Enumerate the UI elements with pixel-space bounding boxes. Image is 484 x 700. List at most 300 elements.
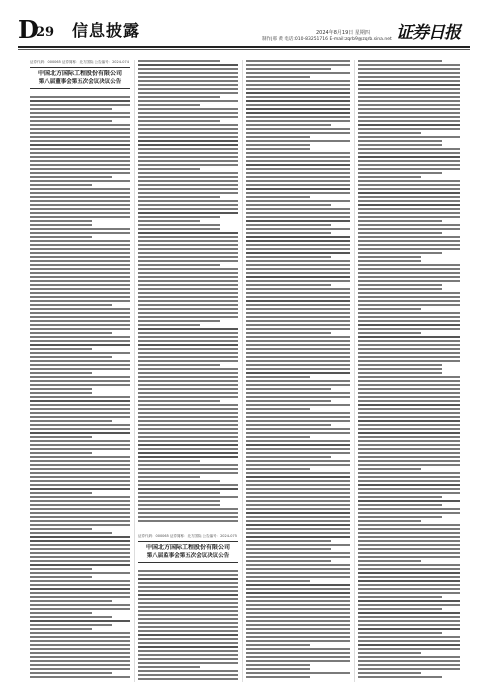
body-text-line — [138, 160, 238, 162]
body-text-line — [246, 576, 350, 578]
body-text-line — [358, 496, 442, 498]
body-text-line — [138, 184, 238, 186]
body-text-line — [358, 160, 460, 162]
body-text-line — [138, 642, 238, 644]
body-text-line — [246, 416, 350, 418]
body-text-line — [138, 80, 238, 82]
body-text-line — [138, 200, 238, 202]
body-text-line — [358, 484, 460, 486]
body-text-line — [30, 112, 130, 114]
body-text-line — [138, 674, 238, 676]
body-text-line — [358, 352, 460, 354]
body-text-line — [358, 312, 460, 314]
body-text-line — [30, 96, 130, 98]
body-text-line — [358, 332, 421, 334]
body-text-line — [358, 624, 460, 626]
body-text-line — [358, 596, 442, 598]
body-text-line — [358, 656, 460, 658]
body-text-line — [246, 136, 310, 138]
body-text-line — [246, 384, 350, 386]
body-text-line — [138, 658, 238, 660]
body-text-line — [358, 104, 460, 106]
body-text-line — [246, 348, 350, 350]
body-text-line — [358, 140, 442, 142]
body-text-line — [138, 388, 238, 390]
body-text-line — [246, 644, 310, 646]
body-text-line — [30, 400, 130, 402]
body-text-line — [246, 536, 350, 538]
notice-rule — [138, 541, 238, 542]
body-text-line — [30, 412, 130, 414]
body-text-line — [246, 184, 350, 186]
body-text-line — [138, 380, 238, 382]
body-text-line — [358, 204, 460, 206]
body-text-line — [358, 176, 421, 178]
body-text-line — [358, 300, 460, 302]
body-text-line — [246, 88, 350, 90]
body-text-line — [138, 424, 238, 426]
body-text-line — [358, 272, 460, 274]
body-text-line — [358, 552, 460, 554]
body-text-line — [30, 408, 130, 410]
body-text-line — [30, 136, 130, 138]
body-text-line — [30, 268, 130, 270]
body-text-line — [246, 504, 350, 506]
body-text-line — [30, 320, 130, 322]
body-text-line — [358, 512, 460, 514]
body-text-line — [246, 300, 350, 302]
body-text-line — [30, 144, 130, 146]
body-text-line — [246, 648, 350, 650]
body-text-line — [138, 436, 238, 438]
body-text-line — [138, 340, 238, 342]
body-text-line — [138, 236, 238, 238]
body-text-line — [358, 524, 460, 526]
body-text-line — [138, 356, 238, 358]
body-text-line — [30, 496, 130, 498]
body-text-line — [138, 492, 220, 494]
body-text-line — [138, 650, 238, 652]
body-text-line — [138, 614, 238, 616]
body-text-line — [138, 602, 238, 604]
body-text-line — [358, 232, 442, 234]
body-text-line — [30, 192, 130, 194]
body-text-line — [138, 496, 238, 498]
body-text-line — [30, 356, 112, 358]
body-text-line — [358, 648, 460, 650]
body-text-line — [30, 532, 112, 534]
text-column-1 — [30, 60, 130, 682]
body-text-line — [138, 336, 238, 338]
body-text-line — [246, 552, 350, 554]
body-text-line — [246, 308, 350, 310]
body-text-line — [358, 492, 460, 494]
body-text-line — [30, 580, 130, 582]
body-text-line — [30, 644, 130, 646]
body-text-line — [246, 228, 350, 230]
body-text-line — [138, 132, 238, 134]
body-text-line — [358, 604, 460, 606]
body-text-line — [30, 284, 130, 286]
body-text-line — [30, 420, 112, 422]
body-text-line — [246, 204, 331, 206]
body-text-line — [246, 604, 350, 606]
body-text-line — [138, 574, 238, 576]
body-text-line — [30, 424, 130, 426]
body-text-line — [358, 668, 460, 670]
body-text-line — [246, 428, 350, 430]
body-text-line — [138, 136, 238, 138]
body-text-line — [30, 120, 112, 122]
body-text-line — [246, 484, 350, 486]
body-text-line — [138, 72, 238, 74]
body-text-line — [138, 646, 238, 648]
body-text-line — [30, 476, 130, 478]
body-text-line — [358, 468, 421, 470]
body-text-line — [246, 96, 350, 98]
body-text-line — [30, 176, 112, 178]
body-text-line — [358, 220, 442, 222]
body-text-line — [246, 344, 350, 346]
body-text-line — [138, 412, 238, 414]
body-text-line — [138, 484, 238, 486]
body-text-line — [138, 618, 238, 620]
body-text-line — [30, 604, 130, 606]
body-text-line — [30, 492, 92, 494]
body-text-line — [30, 148, 130, 150]
masthead-logo: 证券日报 — [396, 23, 460, 43]
body-text-line — [30, 656, 130, 658]
body-text-line — [246, 244, 350, 246]
body-text-line — [358, 88, 460, 90]
body-text-line — [246, 656, 350, 658]
body-text-line — [30, 472, 130, 474]
body-text-line — [358, 408, 460, 410]
body-text-line — [358, 392, 460, 394]
body-text-line — [246, 672, 350, 674]
body-text-line — [138, 452, 238, 454]
body-text-line — [246, 132, 350, 134]
section-title: 信息披露 — [72, 21, 141, 40]
body-text-line — [358, 320, 460, 322]
body-text-line — [246, 240, 350, 242]
body-text-line — [246, 356, 350, 358]
body-text-line — [30, 104, 130, 106]
notice-rule — [30, 67, 130, 68]
body-text-line — [30, 480, 130, 482]
body-text-line — [358, 164, 460, 166]
body-text-line — [358, 432, 460, 434]
body-text-line — [358, 672, 421, 674]
body-text-line — [30, 528, 92, 530]
body-text-line — [30, 352, 130, 354]
body-text-line — [30, 448, 130, 450]
body-text-line — [246, 148, 310, 150]
body-text-line — [138, 60, 220, 62]
body-text-line — [138, 610, 238, 612]
body-text-line — [358, 600, 460, 602]
body-text-line — [138, 480, 220, 482]
notice-title: 第八届董事会第五次会议决议公告 — [38, 79, 122, 85]
body-text-line — [246, 564, 350, 566]
body-text-line — [138, 268, 238, 270]
body-text-line — [138, 344, 238, 346]
body-text-line — [358, 556, 460, 558]
body-text-line — [358, 428, 460, 430]
body-text-line — [358, 456, 460, 458]
body-text-line — [358, 460, 460, 462]
body-text-line — [358, 436, 460, 438]
body-text-line — [246, 560, 331, 562]
body-text-line — [30, 568, 92, 570]
body-text-line — [30, 304, 112, 306]
body-text-line — [246, 528, 350, 530]
body-text-line — [138, 240, 238, 242]
body-text-line — [246, 444, 350, 446]
body-text-line — [30, 576, 92, 578]
body-text-line — [358, 228, 460, 230]
body-text-line — [30, 372, 92, 374]
body-text-line — [138, 304, 238, 306]
body-text-line — [358, 260, 421, 262]
body-text-line — [358, 576, 460, 578]
body-text-line — [30, 660, 130, 662]
body-text-line — [138, 296, 238, 298]
body-text-line — [246, 200, 350, 202]
body-text-line — [358, 196, 460, 198]
body-text-line — [246, 380, 350, 382]
body-text-line — [358, 368, 442, 370]
body-text-line — [246, 156, 350, 158]
body-text-line — [358, 324, 460, 326]
body-text-line — [246, 372, 350, 374]
body-text-line — [358, 664, 460, 666]
body-text-line — [246, 256, 331, 258]
body-text-line — [246, 456, 331, 458]
body-text-line — [358, 244, 460, 246]
body-text-line — [138, 420, 238, 422]
body-text-line — [358, 336, 460, 338]
body-text-line — [138, 196, 220, 198]
body-text-line — [358, 620, 460, 622]
body-text-line — [358, 400, 460, 402]
body-text-line — [358, 396, 460, 398]
body-text-line — [246, 284, 331, 286]
body-text-line — [138, 638, 238, 640]
body-text-line — [358, 384, 460, 386]
body-text-line — [30, 364, 130, 366]
body-text-line — [138, 468, 238, 470]
body-text-line — [138, 176, 238, 178]
body-text-line — [30, 396, 130, 398]
body-text-line — [358, 592, 460, 594]
body-text-line — [138, 272, 238, 274]
body-text-line — [246, 248, 350, 250]
body-text-line — [30, 220, 92, 222]
body-text-line — [246, 312, 350, 314]
body-text-line — [138, 670, 238, 672]
body-text-line — [246, 500, 350, 502]
body-text-line — [246, 292, 350, 294]
body-text-line — [246, 168, 350, 170]
body-text-line — [138, 678, 238, 680]
body-text-line — [358, 96, 460, 98]
body-text-line — [246, 332, 331, 334]
body-text-line — [30, 548, 130, 550]
body-text-line — [30, 624, 112, 626]
body-text-line — [246, 520, 350, 522]
body-text-line — [30, 612, 92, 614]
body-text-line — [246, 172, 350, 174]
body-text-line — [246, 216, 350, 218]
body-text-line — [30, 620, 130, 622]
body-text-line — [246, 220, 350, 222]
body-text-line — [138, 444, 238, 446]
body-text-line — [358, 676, 442, 678]
body-text-line — [358, 316, 460, 318]
edition-letter: D — [18, 15, 39, 44]
body-text-line — [246, 108, 350, 110]
body-text-line — [358, 156, 460, 158]
body-text-line — [358, 172, 442, 174]
body-text-line — [30, 600, 112, 602]
body-text-line — [138, 376, 238, 378]
body-text-line — [30, 260, 130, 262]
body-text-line — [246, 112, 350, 114]
body-text-line — [358, 200, 460, 202]
body-text-line — [138, 408, 238, 410]
body-text-line — [246, 232, 331, 234]
body-text-line — [138, 244, 238, 246]
body-text-line — [246, 556, 350, 558]
body-text-line — [246, 360, 350, 362]
body-text-line — [138, 76, 238, 78]
body-text-line — [138, 384, 238, 386]
body-text-line — [138, 464, 238, 466]
body-text-line — [246, 252, 350, 254]
body-text-line — [30, 560, 130, 562]
body-text-line — [246, 364, 350, 366]
body-text-line — [246, 572, 350, 574]
body-text-line — [358, 644, 460, 646]
body-text-line — [30, 180, 130, 182]
body-text-line — [358, 508, 460, 510]
body-text-line — [246, 152, 350, 154]
body-text-line — [30, 100, 130, 102]
body-text-line — [246, 236, 350, 238]
body-text-line — [138, 606, 238, 608]
body-text-line — [30, 132, 130, 134]
body-text-line — [358, 476, 460, 478]
body-text-line — [30, 544, 130, 546]
body-text-line — [30, 328, 130, 330]
body-text-line — [30, 336, 130, 338]
body-text-line — [246, 288, 350, 290]
body-text-line — [138, 586, 238, 588]
body-text-line — [30, 668, 130, 670]
body-text-line — [30, 484, 130, 486]
body-text-line — [246, 668, 310, 670]
body-text-line — [246, 280, 350, 282]
body-text-line — [358, 612, 460, 614]
body-text-line — [246, 492, 350, 494]
body-text-line — [358, 632, 442, 634]
body-text-line — [30, 520, 130, 522]
body-text-line — [246, 272, 350, 274]
body-text-line — [358, 420, 460, 422]
body-text-line — [246, 508, 350, 510]
body-text-line — [358, 616, 460, 618]
body-text-line — [30, 152, 130, 154]
text-column-4 — [358, 60, 460, 682]
column-text-block — [138, 60, 238, 524]
body-text-line — [246, 60, 350, 62]
body-text-line — [358, 180, 460, 182]
body-text-line — [246, 296, 350, 298]
body-text-line — [358, 344, 460, 346]
body-text-line — [358, 444, 460, 446]
body-text-line — [30, 308, 130, 310]
body-text-line — [246, 652, 350, 654]
body-text-line — [30, 172, 130, 174]
body-text-line — [138, 428, 238, 430]
notice-header-1 — [30, 60, 130, 91]
body-text-line — [358, 544, 460, 546]
body-text-line — [30, 160, 130, 162]
body-text-line — [30, 128, 130, 130]
body-text-line — [246, 608, 350, 610]
body-text-line — [138, 364, 220, 366]
body-text-line — [246, 408, 310, 410]
body-text-line — [30, 444, 130, 446]
body-text-line — [358, 412, 460, 414]
body-text-line — [30, 340, 130, 342]
body-text-line — [246, 628, 350, 630]
body-text-line — [246, 320, 350, 322]
body-text-line — [358, 516, 442, 518]
body-text-line — [246, 620, 350, 622]
body-text-line — [138, 216, 220, 218]
body-text-line — [358, 348, 460, 350]
body-text-line — [246, 304, 350, 306]
body-text-line — [138, 308, 238, 310]
body-text-line — [30, 188, 130, 190]
body-text-line — [358, 360, 460, 362]
body-text-line — [138, 666, 200, 668]
body-text-line — [138, 578, 238, 580]
body-text-line — [138, 520, 238, 522]
body-text-line — [30, 368, 130, 370]
body-text-line — [246, 464, 350, 466]
body-text-line — [138, 280, 238, 282]
body-text-line — [358, 76, 460, 78]
body-text-line — [138, 120, 220, 122]
body-text-line — [30, 512, 130, 514]
body-text-line — [30, 360, 130, 362]
body-text-line — [30, 608, 130, 610]
body-text-line — [138, 292, 238, 294]
body-text-line — [138, 212, 238, 214]
body-text-line — [358, 660, 460, 662]
body-text-line — [138, 360, 238, 362]
body-text-line — [358, 120, 460, 122]
body-text-line — [246, 476, 350, 478]
body-text-line — [30, 540, 130, 542]
body-text-line — [358, 132, 421, 134]
body-text-line — [138, 156, 238, 158]
body-text-line — [138, 516, 238, 518]
body-text-line — [246, 660, 350, 662]
